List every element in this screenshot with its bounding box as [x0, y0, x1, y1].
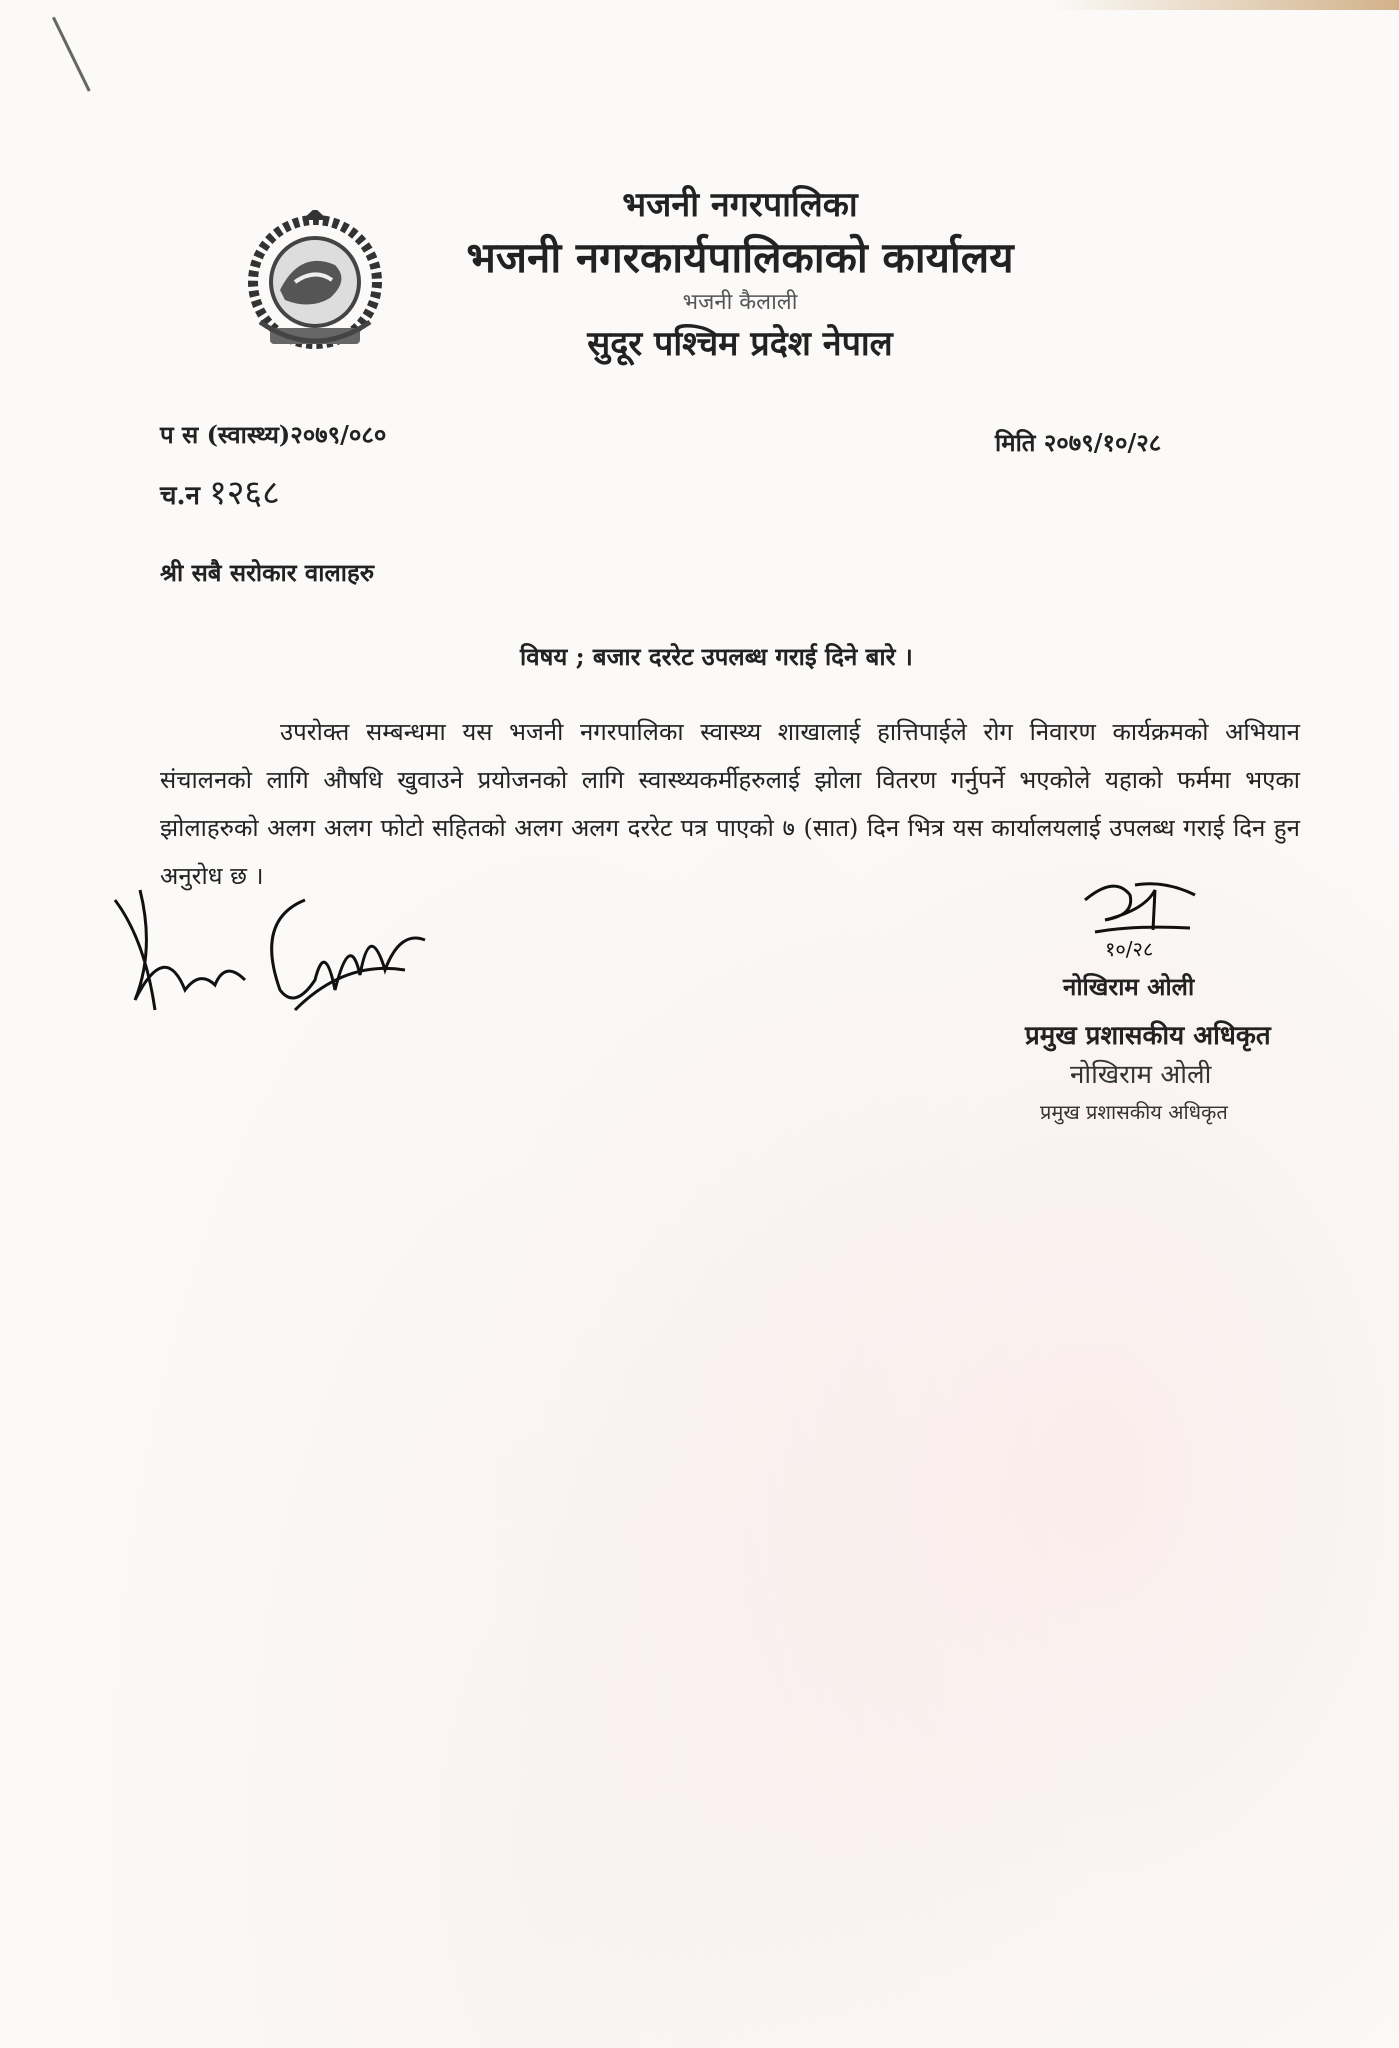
- pen-stroke-mark: [52, 17, 91, 92]
- dispatch-value: १२६८: [209, 473, 280, 513]
- nepal-emblem-icon: [240, 210, 390, 360]
- letter-body: उपरोक्त सम्बन्धमा यस भजनी नगरपालिका स्वास्थ्य शाखालाई हात्तिपाईले रोग निवारण कार्यक्रमको अभियान संचालनको लागि औषधि खुवाउने प्रयोजनको लागि स्वास्थ्यकर्मीहरुलाई झोला वितरण गर्नुपर्ने भएकोले यहाको फर्ममा भएका झोलाहरुको अलग अलग फोटो सहितको अलग अलग दररेट पत्र पाएको ७ (सात) दिन भित्र यस कार्यालयलाई उपलब्ध गराई दिन हुन अनुरोध छ ।: [160, 718, 1300, 890]
- dispatch-label: च.न: [160, 481, 200, 511]
- province-name: सुदूर पश्चिम प्रदेश नेपाल: [587, 324, 893, 364]
- paper-edge-shadow: [1050, 0, 1399, 10]
- stamp-name: नोखिराम ओली: [1070, 1060, 1212, 1090]
- initial-signature: [1075, 870, 1205, 960]
- initial-date: १०/२८: [1105, 937, 1154, 960]
- stamp-title: प्रमुख प्रशासकीय अधिकृत: [1040, 1100, 1228, 1124]
- addressee: श्री सबै सरोकार वालाहरु: [160, 558, 375, 587]
- municipality-name: भजनी नगरपालिका: [622, 185, 858, 225]
- signer-name: नोखिराम ओली: [1063, 972, 1195, 1001]
- letterhead: [230, 180, 1170, 390]
- signer-title: प्रमुख प्रशासकीय अधिकृत: [1025, 1021, 1271, 1051]
- office-location: भजनी कैलाली: [682, 290, 798, 315]
- reference-number: प स (स्वास्थ्य)२०७९/०८०: [160, 420, 387, 449]
- handwritten-signatures: [105, 880, 445, 1030]
- letterhead-text: [430, 180, 1050, 368]
- letter-date: मिति २०७९/१०/२८: [995, 428, 1162, 457]
- subject-line: विषय ; बजार दररेट उपलब्ध गराई दिने बारे ।: [520, 642, 913, 671]
- dispatch-number: [160, 468, 280, 514]
- office-name: भजनी नगरकार्यपालिकाको कार्यालय: [466, 233, 1014, 282]
